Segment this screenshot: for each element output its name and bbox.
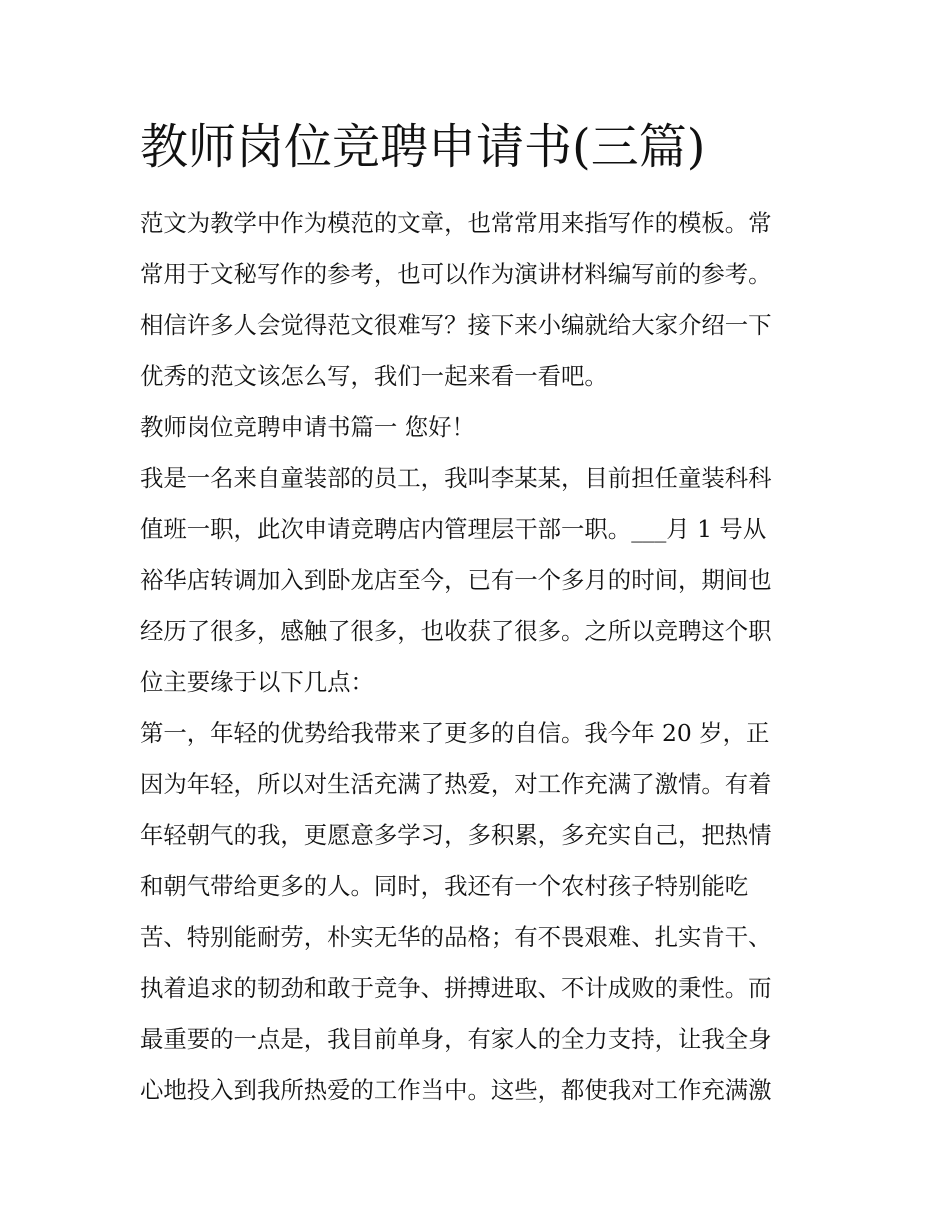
- section-heading-line: 教师岗位竞聘申请书篇一 您好！: [140, 413, 475, 441]
- body-line: 苦、特别能耐劳，朴实无华的品格；有不畏艰难、扎实肯干、: [140, 923, 772, 951]
- body-line: 最重要的一点是，我目前单身，有家人的全力支持，让我全身: [140, 1025, 772, 1053]
- body-line: 因为年轻，所以对生活充满了热爱，对工作充满了激情。有着: [140, 770, 772, 798]
- body-line: 执着追求的韧劲和敢于竞争、拼搏进取、不计成败的秉性。而: [140, 974, 772, 1002]
- body-line: 年轻朝气的我，更愿意多学习，多积累，多充实自己，把热情: [140, 821, 772, 849]
- body-line: 第一，年轻的优势给我带来了更多的自信。我今年 20 岁，正: [140, 719, 770, 747]
- body-line: 经历了很多，感触了很多，也收获了很多。之所以竞聘这个职: [140, 617, 772, 645]
- body-line: 优秀的范文该怎么写，我们一起来看一看吧。: [140, 362, 608, 390]
- body-line: 和朝气带给更多的人。同时，我还有一个农村孩子特别能吃: [140, 872, 749, 900]
- body-line: 心地投入到我所热爱的工作当中。这些，都使我对工作充满激: [140, 1076, 772, 1104]
- body-line: 范文为教学中作为模范的文章，也常常用来指写作的模板。常: [140, 209, 772, 237]
- body-line: 相信许多人会觉得范文很难写？接下来小编就给大家介绍一下: [140, 311, 772, 339]
- body-line: 常用于文秘写作的参考，也可以作为演讲材料编写前的参考。: [140, 260, 772, 288]
- body-line: 位主要缘于以下几点：: [140, 668, 374, 696]
- body-line: 裕华店转调加入到卧龙店至今，已有一个多月的时间，期间也: [140, 566, 772, 594]
- document-body: [140, 198, 830, 1116]
- body-line: 我是一名来自童装部的员工，我叫李某某，目前担任童装科科: [140, 464, 772, 492]
- body-line: 值班一职，此次申请竞聘店内管理层干部一职。___月 1 号从: [140, 515, 767, 543]
- document-title: 教师岗位竞聘申请书(三篇): [140, 119, 706, 175]
